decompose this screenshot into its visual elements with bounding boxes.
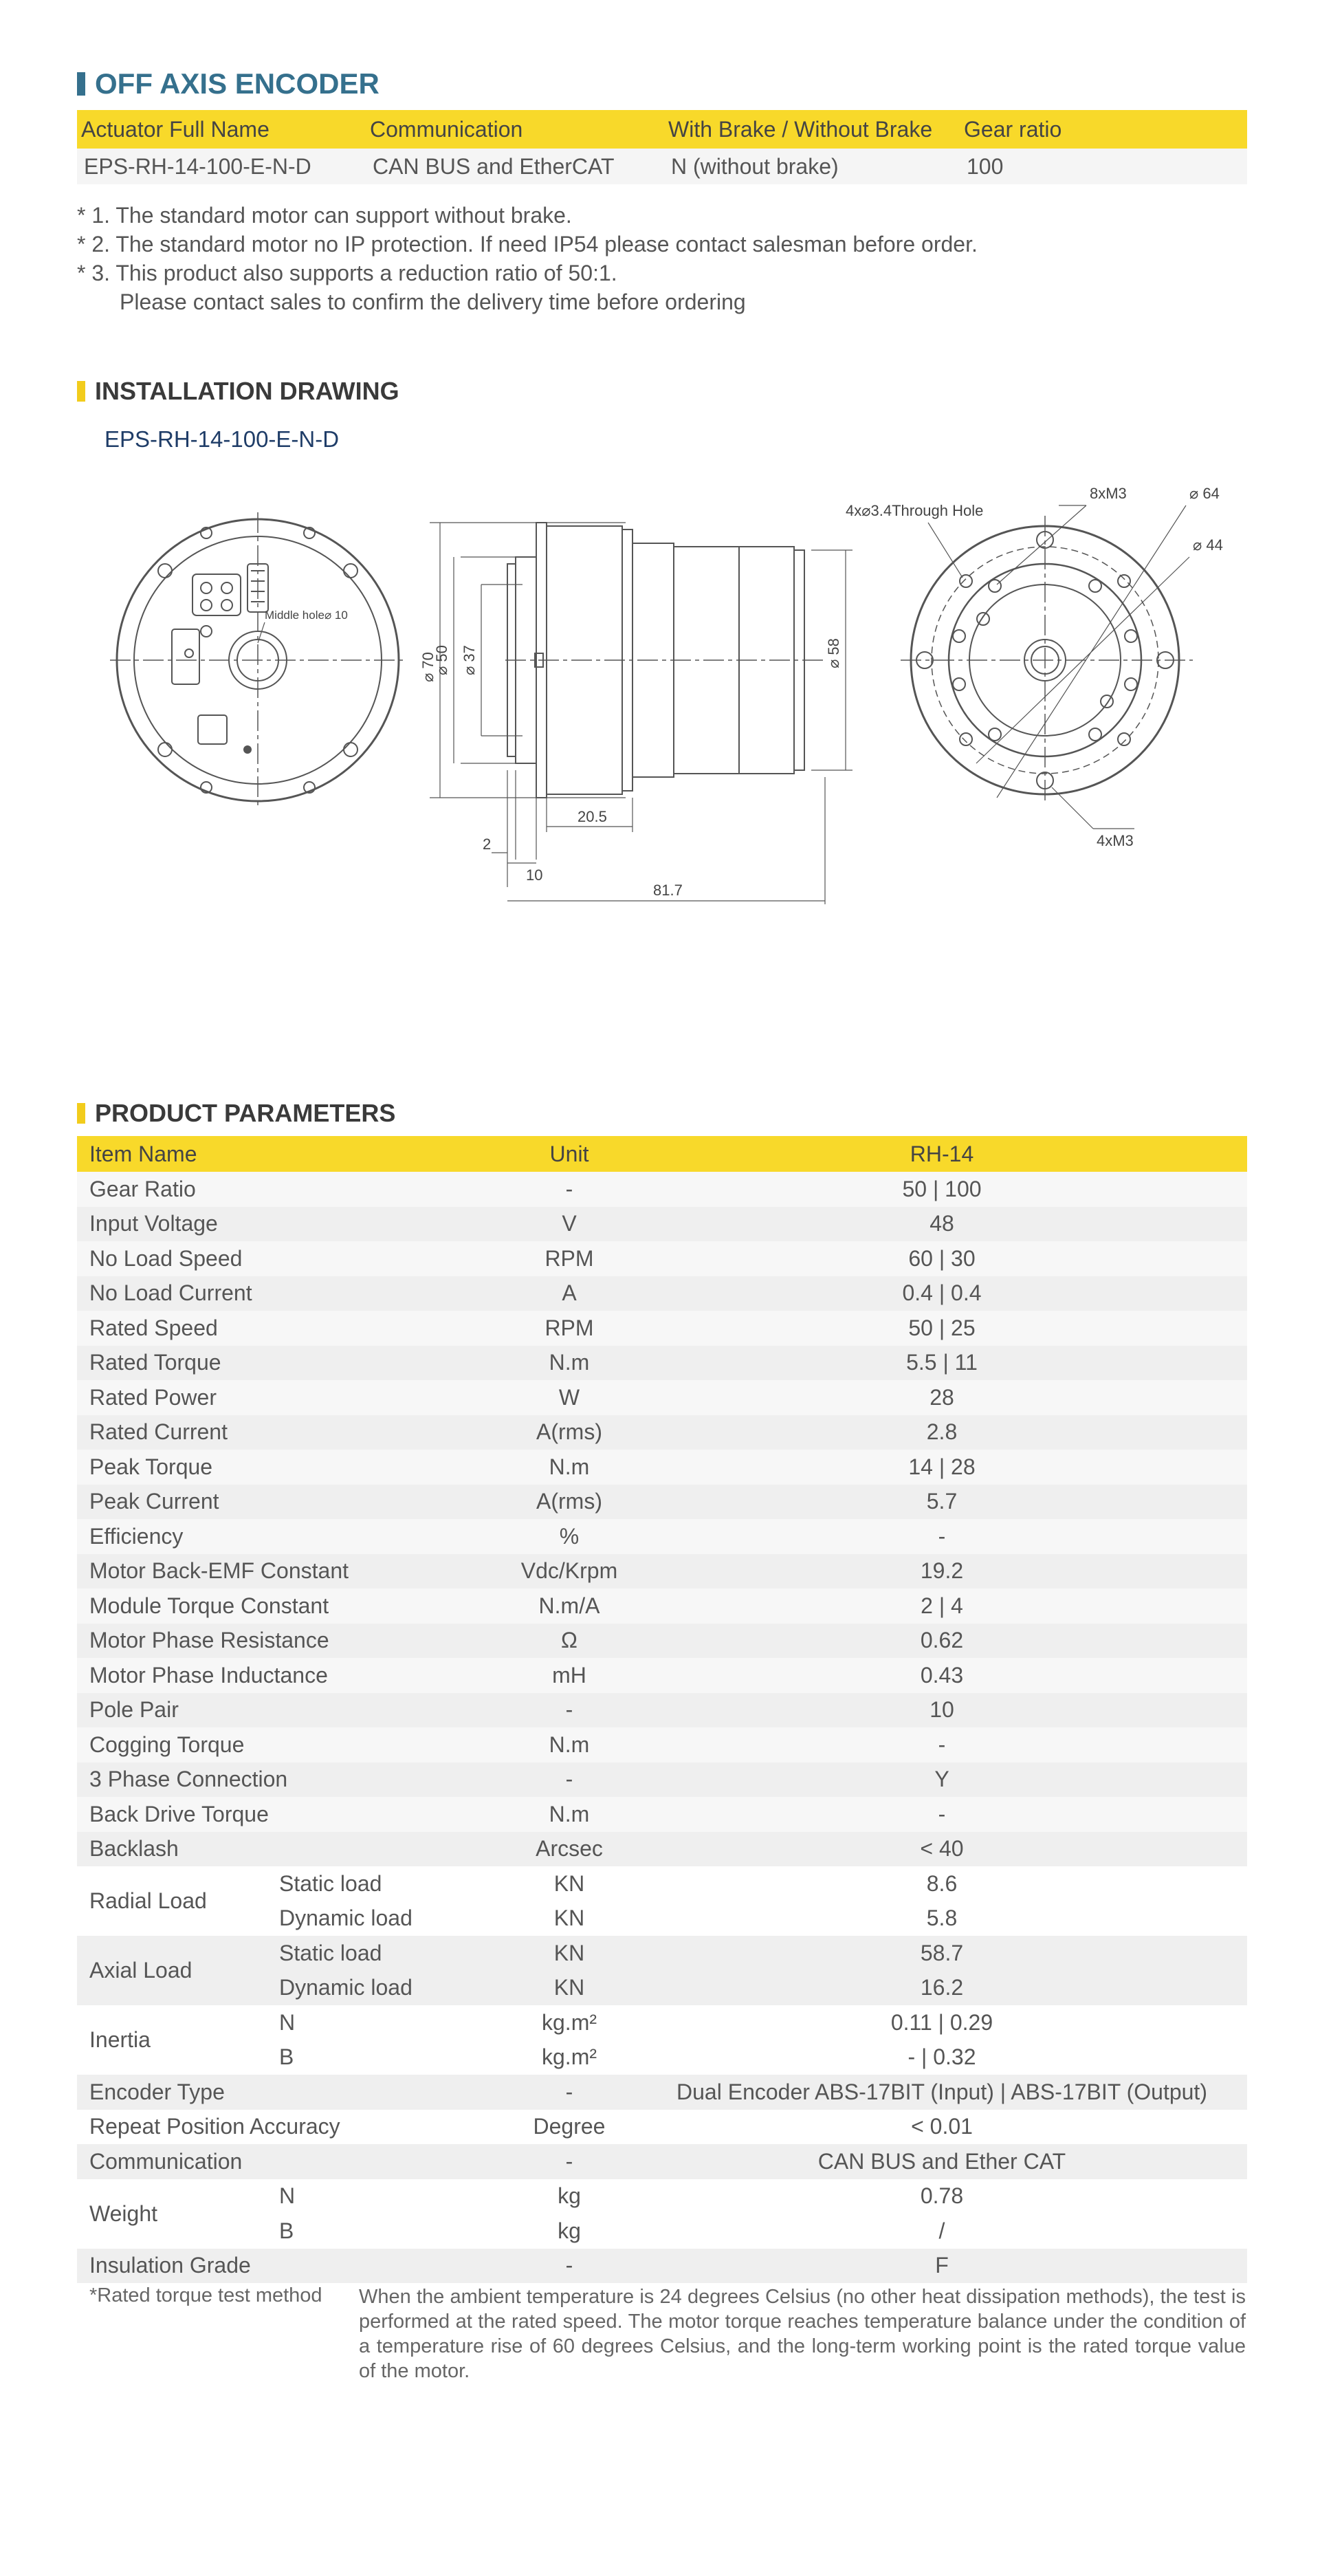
value-cell: 10	[637, 1693, 1247, 1728]
table-row	[77, 1380, 1247, 1415]
table-row	[77, 1936, 1247, 1971]
header-communication: Communication	[366, 110, 664, 149]
unit-cell: A(rms)	[502, 1415, 637, 1450]
table-row	[77, 1693, 1247, 1728]
param-name: Motor Phase Inductance	[77, 1658, 502, 1693]
table-row	[77, 1589, 1247, 1624]
table-row	[77, 1172, 1247, 1207]
dim-2-label: 2	[483, 836, 492, 853]
unit-cell: KN	[502, 1866, 637, 1901]
value-cell: 50 | 25	[637, 1311, 1247, 1346]
encoder-title-text: OFF AXIS ENCODER	[95, 67, 380, 100]
encoder-type-name: Encoder Type	[77, 2075, 502, 2110]
unit-cell: N.m	[502, 1346, 637, 1381]
value-cell: < 40	[637, 1832, 1247, 1867]
sub-name: B	[271, 2214, 502, 2249]
table-row	[77, 1519, 1247, 1554]
unit-cell: Arcsec	[502, 1832, 637, 1867]
unit-cell: N.m	[502, 1797, 637, 1832]
unit-cell: N.m	[502, 1727, 637, 1762]
unit-cell: mH	[502, 1658, 637, 1693]
param-name: Rated Speed	[77, 1311, 502, 1346]
table-row	[77, 1832, 1247, 1867]
param-name: Efficiency	[77, 1519, 502, 1554]
unit-cell: W	[502, 1380, 637, 1415]
note-2: * 2. The standard motor no IP protection. If need IP54 please contact salesman before order.	[77, 232, 978, 256]
encoder-section-title	[77, 67, 380, 100]
d70-label: ⌀ 70	[419, 652, 437, 682]
param-name: No Load Current	[77, 1276, 502, 1311]
unit-cell: Vdc/Krpm	[502, 1554, 637, 1589]
insulation-name: Insulation Grade	[77, 2249, 502, 2284]
encoder-table-header	[77, 110, 1247, 149]
param-name: Motor Phase Resistance	[77, 1624, 502, 1659]
title-marker	[77, 72, 85, 96]
value-cell: 0.62	[637, 1624, 1247, 1659]
cell-actuator-name: EPS-RH-14-100-E-N-D	[77, 149, 366, 184]
value-cell: 50 | 100	[637, 1172, 1247, 1207]
table-row	[77, 1797, 1247, 1832]
table-row	[77, 1762, 1247, 1798]
note-1: * 1. The standard motor can support without brake.	[77, 203, 572, 228]
header-item-name: Item Name	[77, 1136, 502, 1172]
m3-8-label: 8xM3	[1090, 485, 1127, 502]
value-cell: 5.5 | 11	[637, 1346, 1247, 1381]
param-name: Backlash	[77, 1832, 502, 1867]
inertia-name: Inertia	[77, 2005, 271, 2075]
encoder-table	[77, 110, 1247, 184]
unit-cell: RPM	[502, 1241, 637, 1276]
sub-name: Dynamic load	[271, 1901, 502, 1936]
param-name: Pole Pair	[77, 1693, 502, 1728]
unit-cell: A	[502, 1276, 637, 1311]
notes	[77, 201, 978, 316]
unit-cell: kg.m²	[502, 2040, 637, 2075]
middle-hole-label: Middle hole⌀ 10	[265, 609, 348, 622]
table-row	[77, 1207, 1247, 1242]
value-cell: 0.11 | 0.29	[637, 2005, 1247, 2040]
m3-4-label: 4xM3	[1097, 832, 1134, 849]
value-cell: Y	[637, 1762, 1247, 1798]
header-gear-ratio: Gear ratio	[960, 110, 1247, 149]
unit-cell: N.m/A	[502, 1589, 637, 1624]
unit-cell: RPM	[502, 1311, 637, 1346]
encoder-table-row	[77, 149, 1247, 184]
value-cell: 28	[637, 1380, 1247, 1415]
d64-label: ⌀ 64	[1189, 485, 1220, 502]
value-cell: 14 | 28	[637, 1450, 1247, 1485]
unit-cell: KN	[502, 1971, 637, 2006]
unit-cell: KN	[502, 1901, 637, 1936]
param-name: No Load Speed	[77, 1241, 502, 1276]
value-cell: Dual Encoder ABS-17BIT (Input) | ABS-17BIT (Output)	[637, 2075, 1247, 2110]
d44-label: ⌀ 44	[1193, 536, 1223, 554]
parameters-header	[77, 1136, 1247, 1172]
unit-cell: A(rms)	[502, 1485, 637, 1520]
sub-name: Static load	[271, 1936, 502, 1971]
param-name: Cogging Torque	[77, 1727, 502, 1762]
sub-name: B	[271, 2040, 502, 2075]
param-name: Peak Torque	[77, 1450, 502, 1485]
value-cell: < 0.01	[637, 2110, 1247, 2145]
param-name: Module Torque Constant	[77, 1589, 502, 1624]
unit-cell: N.m	[502, 1450, 637, 1485]
unit-cell: -	[502, 1762, 637, 1798]
table-row	[77, 1624, 1247, 1659]
value-cell: 48	[637, 1207, 1247, 1242]
value-cell: F	[637, 2249, 1247, 2284]
param-name: Motor Back-EMF Constant	[77, 1554, 502, 1589]
param-name: Peak Current	[77, 1485, 502, 1520]
unit-cell: Ω	[502, 1624, 637, 1659]
d37-label: ⌀ 37	[461, 645, 478, 675]
table-row	[77, 1554, 1247, 1589]
table-row	[77, 1727, 1247, 1762]
weight-name: Weight	[77, 2179, 271, 2249]
value-cell: 58.7	[637, 1936, 1247, 1971]
value-cell: 0.43	[637, 1658, 1247, 1693]
dim-20-5-label: 20.5	[578, 808, 607, 825]
simple-rows	[77, 1172, 1247, 1866]
table-row	[77, 2110, 1247, 2145]
footnote-text: When the ambient temperature is 24 degrees Celsius (no other heat dissipation methods), the test is performed at the rated speed. The motor torque reaches temperature balance under the condition of a temperature rise of 60 degrees Celsius, and the long-term working point is the rated torque value of the motor.	[359, 2286, 1246, 2382]
axial-load-name: Axial Load	[77, 1936, 271, 2005]
rear-view	[846, 485, 1223, 849]
unit-cell: KN	[502, 1936, 637, 1971]
accuracy-name: Repeat Position Accuracy	[77, 2110, 502, 2145]
dim-81-7-label: 81.7	[653, 882, 683, 899]
title-marker	[77, 1103, 85, 1124]
model-name: EPS-RH-14-100-E-N-D	[104, 426, 340, 452]
value-cell: CAN BUS and Ether CAT	[637, 2144, 1247, 2179]
param-name: 3 Phase Connection	[77, 1762, 502, 1798]
value-cell: -	[637, 1519, 1247, 1554]
unit-cell: kg.m²	[502, 2005, 637, 2040]
note-3: * 3. This product also supports a reduction ratio of 50:1.	[77, 261, 617, 285]
table-row	[77, 1485, 1247, 1520]
dim-10-label: 10	[526, 866, 543, 884]
header-actuator-name: Actuator Full Name	[77, 110, 366, 149]
value-cell: 0.4 | 0.4	[637, 1276, 1247, 1311]
value-cell: 16.2	[637, 1971, 1247, 2006]
cell-communication: CAN BUS and EtherCAT	[366, 149, 664, 184]
communication-name: Communication	[77, 2144, 502, 2179]
installation-drawing	[96, 474, 1265, 928]
d58-label: ⌀ 58	[825, 638, 842, 668]
value-cell: -	[637, 1797, 1247, 1832]
parameters-title-text: PRODUCT PARAMETERS	[95, 1099, 396, 1127]
sub-name: Dynamic load	[271, 1971, 502, 2006]
value-cell: 8.6	[637, 1866, 1247, 1901]
table-row	[77, 2249, 1247, 2284]
sub-name: Static load	[271, 1866, 502, 1901]
unit-cell: -	[502, 2144, 637, 2179]
installation-title-text: INSTALLATION DRAWING	[95, 377, 399, 405]
side-view	[419, 523, 852, 904]
value-cell: 5.8	[637, 1901, 1247, 1936]
d50-label: ⌀ 50	[433, 645, 450, 675]
param-name: Rated Current	[77, 1415, 502, 1450]
sub-name: N	[271, 2179, 502, 2214]
unit-cell: -	[502, 2075, 637, 2110]
through-hole-label: 4x⌀3.4Through Hole	[846, 502, 984, 519]
value-cell: /	[637, 2214, 1247, 2249]
table-row	[77, 2144, 1247, 2179]
table-row	[77, 1866, 1247, 1901]
front-view	[110, 512, 406, 808]
table-row	[77, 2075, 1247, 2110]
unit-cell: V	[502, 1207, 637, 1242]
value-cell: 60 | 30	[637, 1241, 1247, 1276]
value-cell: 5.7	[637, 1485, 1247, 1520]
unit-cell: -	[502, 1172, 637, 1207]
table-row	[77, 2179, 1247, 2214]
header-unit: Unit	[502, 1136, 637, 1172]
table-row	[77, 1276, 1247, 1311]
table-row	[77, 1241, 1247, 1276]
value-cell: - | 0.32	[637, 2040, 1247, 2075]
title-marker	[77, 381, 85, 402]
parameters-section-title	[77, 1099, 395, 1128]
footnote-label: *Rated torque test method	[89, 2284, 322, 2306]
table-row	[77, 1450, 1247, 1485]
header-brake: With Brake / Without Brake	[664, 110, 960, 149]
value-cell: -	[637, 1727, 1247, 1762]
sub-name: N	[271, 2005, 502, 2040]
unit-cell: kg	[502, 2214, 637, 2249]
param-name: Rated Power	[77, 1380, 502, 1415]
param-name: Gear Ratio	[77, 1172, 502, 1207]
table-row	[77, 1658, 1247, 1693]
param-name: Input Voltage	[77, 1207, 502, 1242]
value-cell: 0.78	[637, 2179, 1247, 2214]
note-4: Please contact sales to confirm the delivery time before ordering	[120, 290, 746, 314]
radial-load-name: Radial Load	[77, 1866, 271, 1936]
unit-cell: kg	[502, 2179, 637, 2214]
value-cell: 2.8	[637, 1415, 1247, 1450]
unit-cell: -	[502, 2249, 637, 2284]
unit-cell: -	[502, 1693, 637, 1728]
param-name: Rated Torque	[77, 1346, 502, 1381]
cell-brake: N (without brake)	[664, 149, 960, 184]
table-row	[77, 1346, 1247, 1381]
param-name: Back Drive Torque	[77, 1797, 502, 1832]
installation-section-title	[77, 377, 399, 406]
cell-gear-ratio: 100	[960, 149, 1247, 184]
unit-cell: Degree	[502, 2110, 637, 2145]
table-row	[77, 1311, 1247, 1346]
header-model: RH-14	[637, 1136, 1247, 1172]
parameters-table	[77, 1136, 1247, 2283]
value-cell: 19.2	[637, 1554, 1247, 1589]
unit-cell: %	[502, 1519, 637, 1554]
table-row	[77, 1415, 1247, 1450]
table-row	[77, 2005, 1247, 2040]
value-cell: 2 | 4	[637, 1589, 1247, 1624]
